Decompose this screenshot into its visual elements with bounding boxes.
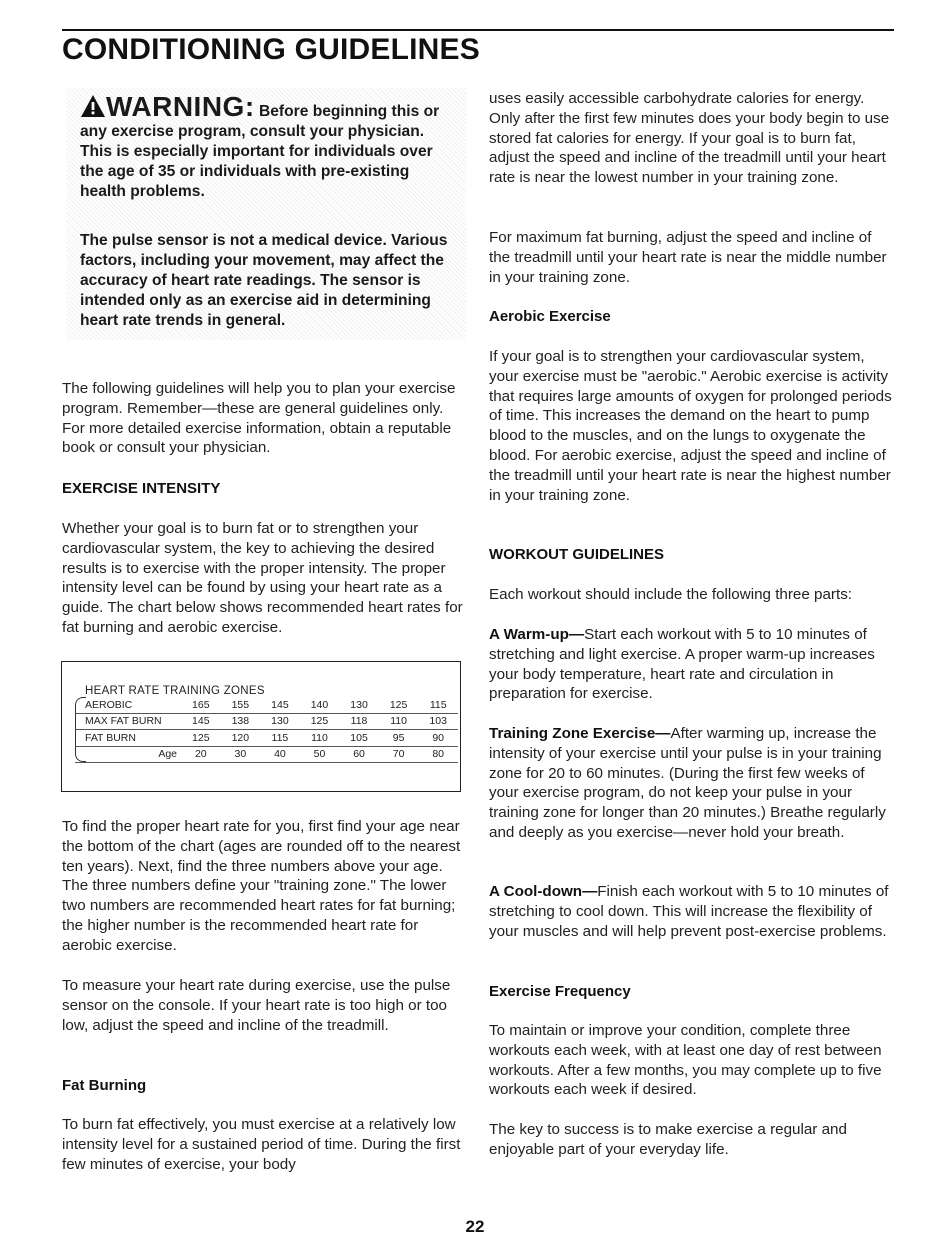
cell: 110 [300, 730, 340, 747]
warning-triangle-icon [80, 94, 106, 118]
warm-up-paragraph [489, 625, 894, 704]
workout-guidelines-heading: WORKOUT GUIDELINES [489, 546, 664, 563]
cell: 155 [221, 697, 261, 713]
warning-paragraph-1 [80, 92, 452, 202]
cell: 95 [379, 730, 419, 747]
age-label: Age [75, 746, 181, 763]
max-fat-burning-paragraph: For maximum fat burning, adjust the speed and incline of the treadmill until your heart rate is near the middle number in your training zone. [489, 229, 887, 286]
cell: 145 [260, 697, 300, 713]
cell: 125 [300, 713, 340, 730]
cell: 125 [181, 730, 221, 747]
training-zone-paragraph [489, 724, 894, 843]
heart-rate-zone-table [75, 697, 458, 763]
cool-down-lead: A Cool-down— [489, 883, 598, 900]
workout-intro: Each workout should include the following three parts: [489, 586, 853, 603]
warning-colon: : [244, 91, 255, 122]
cell: 90 [418, 730, 458, 747]
intensity-paragraph: Whether your goal is to burn fat or to strengthen your cardiovascular system, the key to achieving the desired results is to exercise with the proper intensity. The proper intensity level can be found by using your heart rate as a guide. The chart below shows recommended heart rates for fat burning and aerobic exercise. [62, 520, 463, 636]
fat-burning-continued: uses easily accessible carbohydrate calories for energy. Only after the first few minutes does your body begin to use stored fat calories for energy. If your goal is to burn fat, adjust the speed and incline of the treadmill until your heart rate is near the lowest number in your training zone. [489, 90, 890, 187]
aerobic-paragraph: If your goal is to strengthen your cardiovascular system, your exercise must be "aerobic." Aerobic exercise is activity that requires large amounts of oxygen for prolonged periods of time. This increases the demand on the heart to pump blood to the muscles, and on the lungs to oxygenate the blood. For aerobic exercise, adjust the speed and incline of the treadmill until your heart rate is near the highest number in your training zone. [489, 348, 892, 504]
exercise-intensity-heading: EXERCISE INTENSITY [62, 480, 221, 497]
age-cell: 60 [339, 746, 379, 763]
key-to-success-paragraph: The key to success is to make exercise a regular and enjoyable part of your everyday life. [489, 1121, 847, 1158]
table-row [75, 697, 458, 713]
age-row [75, 746, 458, 763]
measure-heart-rate-paragraph: To measure your heart rate during exercise, use the pulse sensor on the console. If your heart rate is too high or too low, adjust the speed and incline of the treadmill. [62, 977, 451, 1034]
row-label: AEROBIC [75, 697, 181, 713]
age-cell: 20 [181, 746, 221, 763]
warm-up-lead: A Warm-up— [489, 626, 585, 643]
cell: 115 [418, 697, 458, 713]
chart-title: HEART RATE TRAINING ZONES [85, 685, 265, 697]
cell: 125 [379, 697, 419, 713]
age-cell: 70 [379, 746, 419, 763]
cell: 103 [418, 713, 458, 730]
title-rule [62, 29, 894, 31]
find-heart-rate-paragraph: To find the proper heart rate for you, first find your age near the bottom of the chart (ages are rounded off to the nearest ten years). Next, find the three numbers above your age. The three numbers define your "training zone." The lower two numbers are recommended heart rates for fat burning; the higher number is the recommended heart rate for aerobic exercise. [62, 818, 461, 954]
cell: 130 [339, 697, 379, 713]
page-number: 22 [465, 1217, 485, 1236]
table-row [75, 713, 458, 730]
fat-burning-paragraph: To burn fat effectively, you must exercise at a relatively low intensity level for a sustained period of time. During the first few minutes of exercise, your body [62, 1116, 461, 1173]
cell: 130 [260, 713, 300, 730]
cell: 115 [260, 730, 300, 747]
row-label: MAX FAT BURN [75, 713, 181, 730]
training-zone-lead: Training Zone Exercise— [489, 725, 671, 742]
cell: 140 [300, 697, 340, 713]
warning-box [66, 88, 466, 340]
page-title: CONDITIONING GUIDELINES [62, 33, 480, 66]
warm-up-text: Start each workout with 5 to 10 minutes of stretching and light exercise. A proper warm-up increases your body temperature, heart rate and circulation in preparation for exercise. [489, 626, 875, 703]
warning-text-1: Before beginning this or any exercise program, consult your physician. This is especially important for individuals over the age of 35 or individuals with pre-existing health problems. [80, 103, 440, 200]
cell: 110 [379, 713, 419, 730]
aerobic-exercise-heading: Aerobic Exercise [489, 308, 611, 325]
age-cell: 40 [260, 746, 300, 763]
age-cell: 80 [418, 746, 458, 763]
intro-paragraph: The following guidelines will help you to plan your exercise program. Remember—these are general guidelines only. For more detailed exercise information, obtain a reputable book or consult your physician. [62, 380, 456, 457]
cool-down-text: Finish each workout with 5 to 10 minutes of stretching to cool down. This will increase the flexibility of your muscles and will help prevent post-exercise problems. [489, 883, 889, 940]
cell: 145 [181, 713, 221, 730]
fat-burning-heading: Fat Burning [62, 1077, 147, 1094]
age-cell: 30 [221, 746, 261, 763]
warning-paragraph-2: The pulse sensor is not a medical device. Various factors, including your movement, may affect the accuracy of heart rate readings. The sensor is intended only as an exercise aid in determining heart rate trends in general. [80, 232, 448, 329]
age-cell: 50 [300, 746, 340, 763]
cell: 118 [339, 713, 379, 730]
exercise-frequency-heading: Exercise Frequency [489, 983, 631, 1000]
warning-word: WARNING [106, 91, 245, 122]
cool-down-paragraph [489, 882, 894, 941]
table-row [75, 730, 458, 747]
row-label: FAT BURN [75, 730, 181, 747]
cell: 165 [181, 697, 221, 713]
cell: 120 [221, 730, 261, 747]
training-zone-text: After warming up, increase the intensity of your exercise until your pulse is in your training zone for 20 to 60 minutes. (During the first few weeks of your exercise program, do not keep your pulse in your training zone for longer than 20 minutes.) Breathe regularly and deeply as you exercise—never hold your breath. [489, 725, 886, 841]
frequency-paragraph: To maintain or improve your condition, complete three workouts each week, with at least one day of rest between workouts. After a few months, you may complete up to five workouts each week if desired. [489, 1022, 882, 1099]
cell: 105 [339, 730, 379, 747]
cell: 138 [221, 713, 261, 730]
